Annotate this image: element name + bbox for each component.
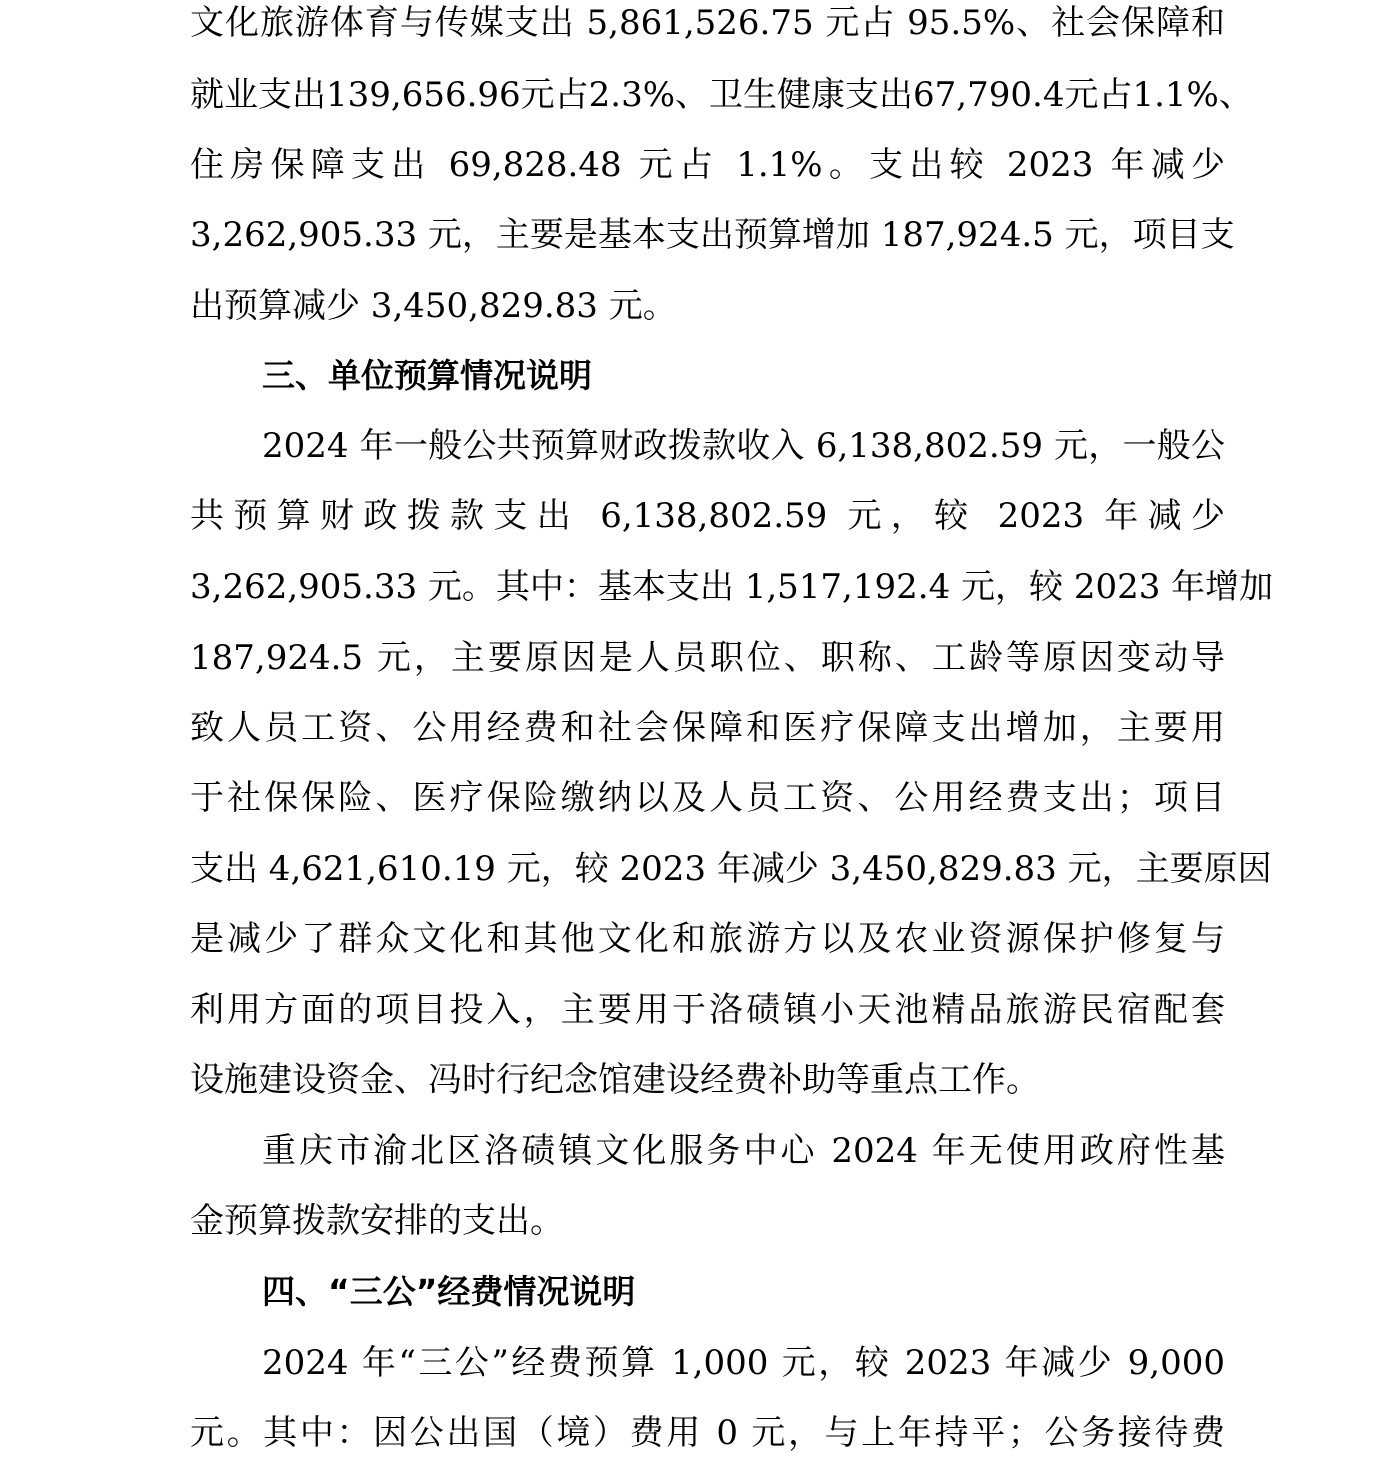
paragraph-line: 3,262,905.33 元。其中：基本支出 1,517,192.4 元，较 2023 年增加	[190, 567, 1274, 607]
paragraph-line: 是减少了群众文化和其他文化和旅游方以及农业资源保护修复与	[190, 919, 1225, 959]
paragraph-line: 致人员工资、公用经费和社会保障和医疗保障支出增加，主要用	[190, 708, 1225, 748]
paragraph-line: 重庆市渝北区洛碛镇文化服务中心 2024 年无使用政府性基	[262, 1131, 1225, 1171]
paragraph-line: 3,262,905.33 元，主要是基本支出预算增加 187,924.5 元，项目支	[190, 215, 1235, 255]
paragraph-line: 就业支出139,656.96元占2.3%、卫生健康支出67,790.4元占1.1%、	[190, 75, 1253, 115]
paragraph-line: 元。其中：因公出国（境）费用 0 元，与上年持平；公务接待费	[190, 1413, 1225, 1453]
paragraph-line: 共预算财政拨款支出 6,138,802.59 元，较 2023 年减少	[190, 496, 1225, 536]
paragraph-line: 出预算减少 3,450,829.83 元。	[190, 286, 677, 326]
paragraph-line: 设施建设资金、冯时行纪念馆建设经费补助等重点工作。	[190, 1060, 1040, 1100]
paragraph-line: 于社保保险、医疗保险缴纳以及人员工资、公用经费支出；项目	[190, 778, 1225, 818]
paragraph-line: 187,924.5 元，主要原因是人员职位、职称、工龄等原因变动导	[190, 638, 1225, 678]
paragraph-line: 利用方面的项目投入，主要用于洛碛镇小天池精品旅游民宿配套	[190, 990, 1225, 1030]
paragraph-line: 2024 年一般公共预算财政拨款收入 6,138,802.59 元，一般公	[262, 426, 1225, 466]
section-heading: 四、“三公”经费情况说明	[262, 1272, 636, 1311]
paragraph-line: 文化旅游体育与传媒支出 5,861,526.75 元占 95.5%、社会保障和	[190, 3, 1225, 43]
paragraph-line: 金预算拨款安排的支出。	[190, 1201, 564, 1241]
paragraph-line: 住房保障支出 69,828.48 元占 1.1%。支出较 2023 年减少	[190, 145, 1225, 185]
paragraph-line: 支出 4,621,610.19 元，较 2023 年减少 3,450,829.83 元，主要原因	[190, 849, 1272, 889]
section-heading: 三、单位预算情况说明	[262, 356, 592, 395]
paragraph-line: 2024 年“三公”经费预算 1,000 元，较 2023 年减少 9,000	[262, 1343, 1225, 1383]
